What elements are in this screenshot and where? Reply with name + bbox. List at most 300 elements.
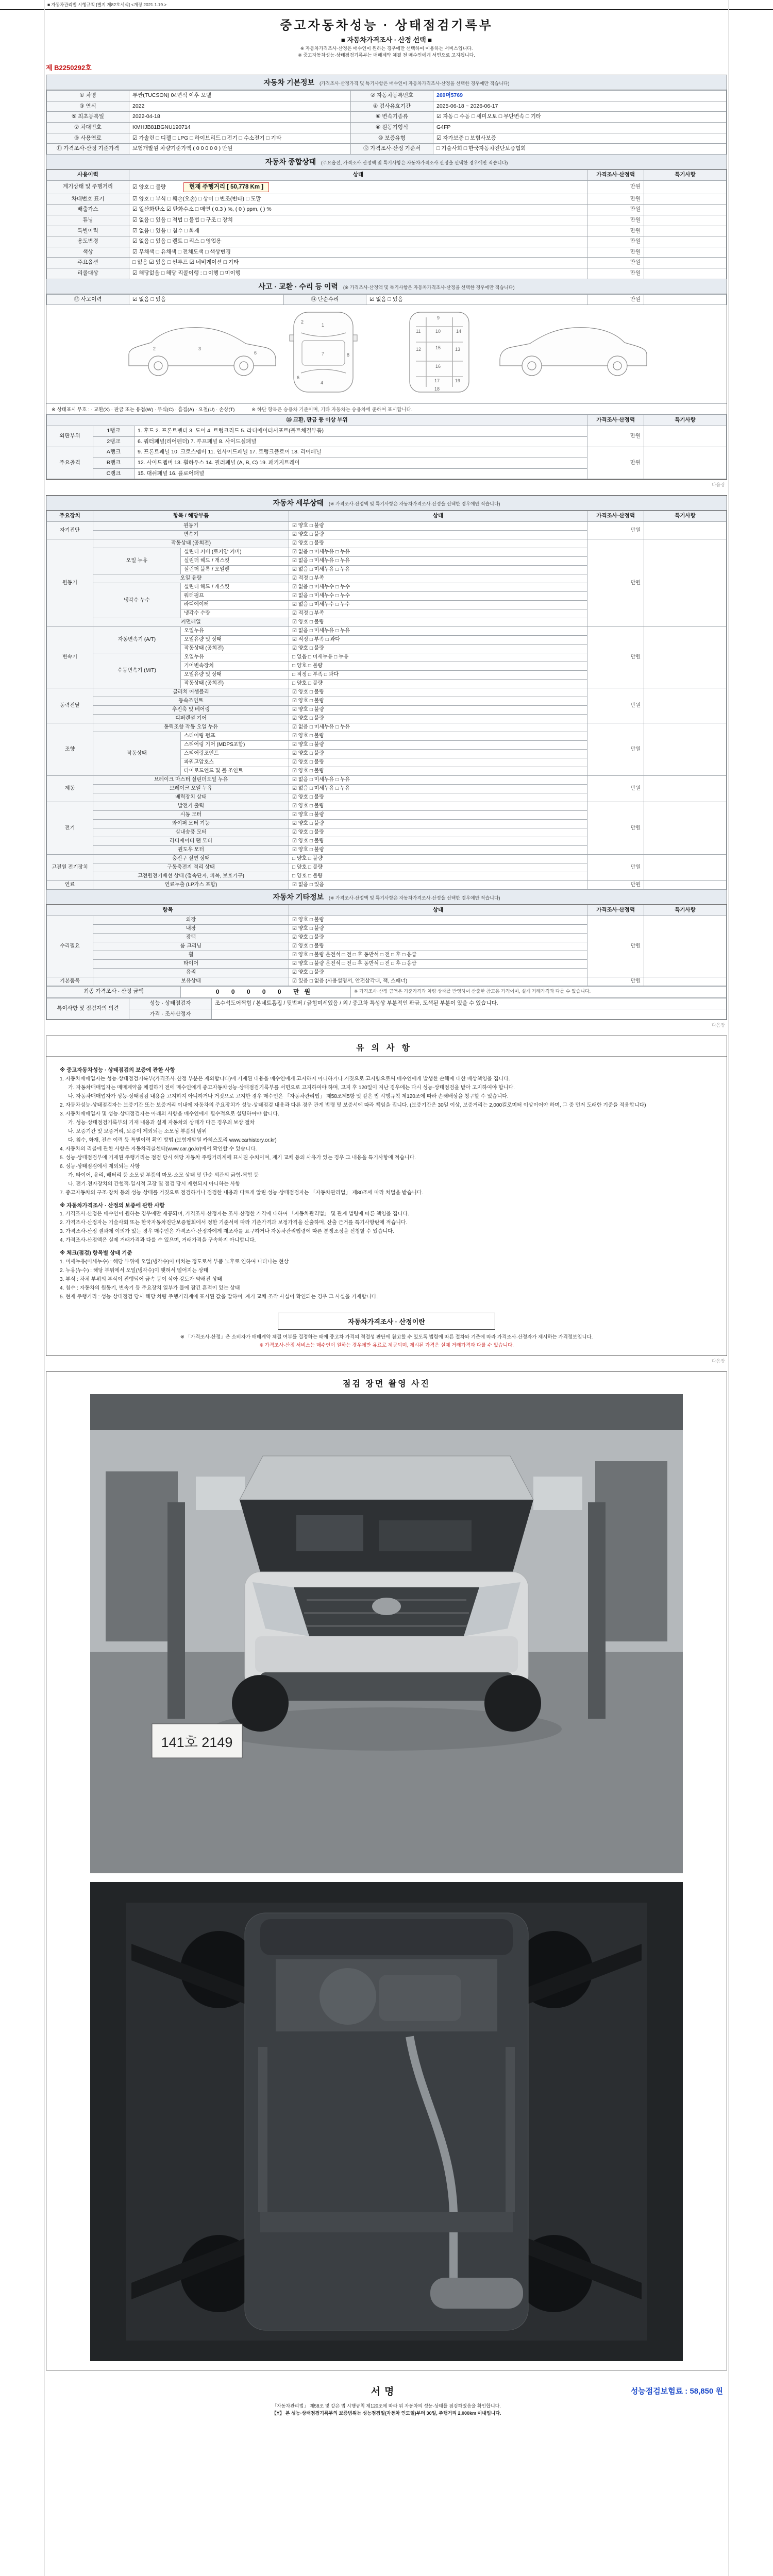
remark-cell <box>644 258 727 268</box>
rank-label: C랭크 <box>93 468 135 479</box>
next-page-marker: 다음장 <box>711 482 725 488</box>
price-cell: 만원 <box>587 539 644 626</box>
notice-paragraph: 1. 가격조사·산정은 매수인이 원하는 경우에만 제공되며, 가격조사·산정자는 조사·산정한 가격에 대하여 「자동차관리법」 및 관계 법령에 따른 책임을 집니다. <box>60 1211 409 1217</box>
simple-repair-label: ⑭ 단순수리 <box>284 294 366 305</box>
notice-paragraph: 가. 성능·상태점검기록부의 기재 내용과 실제 자동차의 상태가 다른 경우의 보상 절차 <box>68 1120 255 1126</box>
price-cell: 만원 <box>587 688 644 723</box>
remark-cell <box>644 215 727 226</box>
subitem-label: 오일누유 <box>181 626 289 635</box>
field-label: ④ 검사유효기간 <box>351 101 433 112</box>
mileage-highlight: 현재 주행거리 [ 50,778 Km ] <box>183 182 269 192</box>
svg-text:9: 9 <box>437 315 440 321</box>
svg-text:7: 7 <box>322 351 325 357</box>
section-title-basic <box>46 75 727 90</box>
status-cell: ☑ 양호 □ 불량 운전석 □ 전 □ 후 동반석 □ 전 □ 후 □ 응급 <box>289 959 587 968</box>
item-label: 오일 유량 <box>93 574 289 583</box>
col-status: 상태 <box>289 905 587 916</box>
remark-cell <box>644 916 727 977</box>
rank-items: 15. 대쉬패널 16. 플로어패널 <box>135 468 587 479</box>
remark-cell <box>644 294 727 305</box>
price-cell: 만원 <box>587 258 644 268</box>
detail-row <box>47 688 727 697</box>
section-title-accident <box>46 279 727 294</box>
item-label: 광택 <box>93 933 289 942</box>
remark-cell <box>644 447 727 479</box>
col-status: 상태 <box>289 511 587 522</box>
status-cell: ☑ 적정 □ 부족 <box>289 574 587 583</box>
notice-paragraph: 6. 성능·상태점검에서 제외되는 사항 <box>60 1164 140 1170</box>
device-label: 조향 <box>47 723 93 775</box>
remark-cell <box>644 626 727 688</box>
rank-label: 2랭크 <box>93 436 135 447</box>
col-item: 항목 / 해당부품 <box>93 511 289 522</box>
field-value: 269머5769 <box>433 91 727 101</box>
damage-legend <box>46 404 727 415</box>
accident-summary-row <box>47 294 727 305</box>
status-cell: ☑ 양호 □ 부식 □ 훼손(오손) □ 상이 □ 변조(변타) □ 도말 <box>129 194 587 205</box>
simple-repair-value: ☑ 없음 □ 있음 <box>366 294 587 305</box>
group-label: 수리필요 <box>47 916 93 977</box>
item-label: 클러치 어셈블리 <box>93 688 289 697</box>
notice-paragraph: 5. 성능·상태점검부에 기재된 주행거리는 점검 당시 해당 자동차 주행거리계에 표시된 수치이며, 계기 교체 등의 사유가 있는 경우 그 내용을 특기사항에 적습니다. <box>60 1155 416 1161</box>
group-label: 기본품목 <box>47 977 93 986</box>
detail-title-note: (※ 가격조사·산정액 및 특기사항은 자동차가격조사·산정을 선택한 경우에만 적습니다) <box>328 501 500 507</box>
price-appraisal-warning: ※ 가격조사·산정 서비스는 매수인이 원하는 경우에만 유료로 제공되며, 제시된 가격은 실제 거래가격과 다를 수 있습니다. <box>259 1342 514 1348</box>
price-cell: 만원 <box>587 426 644 447</box>
subitem-label: 오일누유 <box>181 653 289 662</box>
field-label: ① 차명 <box>47 91 129 101</box>
section-title-other <box>46 890 727 905</box>
rank-items: 9. 프론트패널 10. 크로스멤버 11. 인사이드패널 17. 트렁크플로어 18. 리어패널 <box>135 447 587 458</box>
row-label: 색상 <box>47 247 129 258</box>
row-label: 리콜대상 <box>47 268 129 279</box>
other-title-text: 자동차 기타정보 <box>273 892 324 901</box>
item-label: 라디에이터 팬 모터 <box>93 837 289 845</box>
panel-rank-table <box>46 415 727 479</box>
notice-paragraph: 가. 타이어, 유리, 배터리 등 소모성 부품의 마모·소모 상태 및 단순 외관의 긁힘·찍힘 등 <box>68 1173 259 1179</box>
subitem-label: 파워고압호스 <box>181 758 289 767</box>
item-label: 자동변속기 (A/T) <box>93 626 181 653</box>
status-cell: □ 양호 □ 불량 <box>289 662 587 670</box>
rank-label: A랭크 <box>93 447 135 458</box>
status-cell: ☑ 양호 □ 불량 <box>289 924 587 933</box>
status-cell: ☑ 양호 □ 불량 <box>289 732 587 740</box>
final-price-row <box>47 986 727 998</box>
item-label: 브레이크 마스터 실린더오일 누유 <box>93 775 289 784</box>
svg-text:11: 11 <box>416 329 421 334</box>
remark-cell <box>644 226 727 236</box>
legend-symbols: ※ 상태표시 부호 : · 교환(X) · 판금 또는 용접(W) · 부식(C) · 흠집(A) · 요철(U) · 손상(T) <box>52 407 235 413</box>
item-label: 원동기 <box>93 521 289 530</box>
row-label: 용도변경 <box>47 236 129 247</box>
field-label: ⑥ 변속기종류 <box>351 112 433 123</box>
svg-text:16: 16 <box>435 364 441 369</box>
item-label: 오일 누유 <box>93 548 181 574</box>
accident-title-note: (※ 가격조사·산정액 및 특기사항은 자동차가격조사·산정을 선택한 경우에만 적습니다) <box>343 284 515 290</box>
status-cell: ☑ 없음 □ 미세누유 □ 누유 <box>289 556 587 565</box>
field-label: ③ 연식 <box>47 101 129 112</box>
remark-cell <box>644 194 727 205</box>
field-label: ⑫ 가격조사·산정 기준서 <box>351 144 433 155</box>
notice-paragraph: 4. 침수 : 자동차의 원동기, 변속기 등 주요장치 일부가 물에 잠긴 흔적이 있는 상태 <box>60 1285 240 1291</box>
device-label: 동력전달 <box>47 688 93 723</box>
status-cell: ☑ 양호 □ 불량 <box>289 539 587 548</box>
status-cell: ☑ 양호 □ 불량 <box>289 740 587 749</box>
status-cell: ☑ 없음 □ 미세누유 □ 누유 <box>289 548 587 556</box>
svg-text:2: 2 <box>153 346 156 352</box>
subitem-label: 작동상태 (공회전) <box>181 679 289 688</box>
price-cell: 만원 <box>587 723 644 775</box>
item-label: 추진축 및 베어링 <box>93 705 289 714</box>
basic-info-row <box>47 101 727 112</box>
status-cell: ☑ 양호 □ 불량 <box>289 758 587 767</box>
price-cell: 만원 <box>587 521 644 539</box>
status-cell: ☑ 양호 □ 불량 <box>289 802 587 810</box>
price-cell: 만원 <box>587 194 644 205</box>
remark-cell <box>644 802 727 854</box>
opinion-table <box>46 998 727 1020</box>
status-cell: □ 양호 □ 불량 <box>289 679 587 688</box>
document-number-row <box>46 62 727 73</box>
notice-heading: ※ 자동차가격조사 · 산정의 보증에 관한 사항 <box>60 1202 165 1209</box>
accident-title-text: 사고 · 교환 · 수리 등 이력 <box>258 282 338 291</box>
notice-title: 유의사항 <box>46 1036 727 1057</box>
item-label: 타이어 <box>93 959 289 968</box>
col-remark: 특기사항 <box>644 415 727 426</box>
subitem-label: 실린더 헤드 / 개스킷 <box>181 583 289 591</box>
subitem-label: 실린더 블록 / 오일팬 <box>181 565 289 574</box>
detail-title-text: 자동차 세부상태 <box>273 499 324 507</box>
item-label: 충전구 절연 상태 <box>93 854 289 863</box>
notice-paragraph: 다. 침수, 화재, 전손 이력 등 특별이력 확인 방법 (보험개발원 카히스토리 www.carhistory.or.kr) <box>68 1138 277 1144</box>
opinion-row-inspector <box>47 998 727 1009</box>
status-cell: □ 없음 □ 미세누유 □ 누유 <box>289 653 587 662</box>
car-side-right-diagram <box>500 328 647 376</box>
status-cell: ☑ 양호 □ 불량 <box>289 916 587 924</box>
status-cell: ☑ 양호 □ 불량 현재 주행거리 [ 50,778 Km ] <box>129 180 587 194</box>
item-label: 유리 <box>93 968 289 977</box>
subitem-label: 스티어링 기어 (MDPS포함) <box>181 740 289 749</box>
signature-row <box>46 2384 727 2398</box>
legal-note-1: 「자동차관리법」 제58조 및 같은 법 시행규칙 제120조에 따라 위 자동차의 성능·상태를 점검하였음을 확인합니다. <box>272 2403 501 2409</box>
price-cell: 만원 <box>587 447 644 479</box>
notice-paragraph: 4. 자동차의 리콜에 관한 사항은 자동차리콜센터(www.car.go.kr)에서 확인할 수 있습니다. <box>60 1146 257 1153</box>
item-label: 실내송풍 모터 <box>93 828 289 837</box>
rank-label: B랭크 <box>93 457 135 468</box>
opinion-row-appraiser <box>47 1009 727 1020</box>
row-label: 튜닝 <box>47 215 129 226</box>
accident-summary-table <box>46 294 727 306</box>
subitem-label: 라디에이터 <box>181 600 289 609</box>
status-cell: ☑ 양호 □ 불량 <box>289 845 587 854</box>
status-cell: ☑ 양호 □ 불량 <box>289 942 587 951</box>
device-label: 전기 <box>47 802 93 854</box>
row-label: 배출가스 <box>47 205 129 215</box>
field-label: ⑤ 최초등록일 <box>47 112 129 123</box>
rank-items: 1. 후드 2. 프론트펜더 3. 도어 4. 트렁크리드 5. 라디에이터서포트(볼트체결부품) <box>135 426 587 437</box>
price-cell: 만원 <box>587 977 644 986</box>
status-cell: ☑ 양호 □ 불량 <box>289 837 587 845</box>
remark-cell <box>644 205 727 215</box>
form-reference: ■ 자동차관리법 시행규칙 [별지 제82호서식] <개정 2021.1.19.> <box>0 0 773 10</box>
panel-group-label: 외판부위 <box>47 426 93 447</box>
opinion-label: 특이사항 및 점검자의 의견 <box>47 998 129 1020</box>
other-header-row <box>47 905 727 916</box>
item-label: 보유상태 <box>93 977 289 986</box>
field-value: 2022 <box>129 101 351 112</box>
vehicle-photo-front <box>90 1394 683 1873</box>
basic-info-row <box>47 133 727 144</box>
row-label: 특별이력 <box>47 226 129 236</box>
status-cell: ☑ 양호 □ 불량 <box>289 828 587 837</box>
field-value: □ 기술사회 □ 한국자동차진단보증협회 <box>433 144 727 155</box>
rank-header: ⑮ 교환, 판금 등 이상 부위 <box>47 415 587 426</box>
item-label: 냉각수 누수 <box>93 583 181 618</box>
final-price-note: ※ 가격조사·산정 금액은 기준가격과 차량 상태를 반영하여 산출한 참고용 가격이며, 실제 거래가격과 다를 수 있습니다. <box>351 986 727 998</box>
vehicle-photo-underbody <box>90 1882 683 2361</box>
car-views-diagram <box>119 309 654 397</box>
field-value: ☑ 자동 □ 수동 □ 세미오토 □ 무단변속 □ 기타 <box>433 112 727 123</box>
device-label: 제동 <box>47 775 93 802</box>
item-label: 발전기 출력 <box>93 802 289 810</box>
detail-row <box>47 626 727 635</box>
notice-paragraph: 가. 자동차매매업자는 매매계약을 체결하기 전에 매수인에게 중고자동차성능·상태점검기록부를 서면으로 고지하여야 하며, 고지 후 120일이 지난 경우에는 다시 성능·상태점검을 받아 고지하여야 합니다. <box>68 1085 515 1091</box>
status-cell: ☑ 양호 □ 불량 <box>289 688 587 697</box>
car-underbody-diagram <box>410 312 469 392</box>
card-notice <box>46 1036 727 1356</box>
basic-info-row <box>47 144 727 155</box>
detail-row <box>47 539 727 548</box>
next-page-marker: 다음장 <box>711 1359 725 1364</box>
device-label: 연료 <box>47 880 93 889</box>
remark-cell <box>644 426 727 447</box>
other-title-note: (※ 가격조사·산정액 및 특기사항은 자동차가격조사·산정을 선택한 경우에만 적습니다) <box>328 895 500 901</box>
item-label: 고전원전기배선 상태 (접속단자, 피복, 보호기구) <box>93 872 289 880</box>
status-cell: ☑ 없음 □ 미세누수 □ 누수 <box>289 600 587 609</box>
basic-title-text: 자동차 기본정보 <box>263 78 315 87</box>
status-cell: ☑ 양호 □ 불량 <box>289 810 587 819</box>
comprehensive-row <box>47 247 727 258</box>
svg-text:6: 6 <box>297 375 300 381</box>
item-label: 룸 크리닝 <box>93 942 289 951</box>
remark-cell <box>644 854 727 880</box>
price-cell: 만원 <box>587 226 644 236</box>
comprehensive-row <box>47 205 727 215</box>
basic-info-row <box>47 123 727 133</box>
col-price: 가격조사·산정액 <box>587 905 644 916</box>
basic-info-row <box>47 91 727 101</box>
comprehensive-row <box>47 180 727 194</box>
col-device: 주요장치 <box>47 511 93 522</box>
status-cell: ☑ 양호 □ 불량 <box>289 714 587 723</box>
svg-text:3: 3 <box>198 346 201 352</box>
notice-paragraph: 나. 전기·전자장치의 간헐적·일시적 고장 및 점검 당시 재현되지 아니하는 사항 <box>68 1181 240 1188</box>
final-price-label: 최종 가격조사 · 산정 금액 <box>47 986 181 998</box>
status-cell: ☑ 없음 □ 미세누유 □ 누유 <box>289 565 587 574</box>
page-title: 중고자동차성능 · 상태점검기록부 <box>280 19 493 32</box>
svg-text:8: 8 <box>347 352 350 358</box>
accident-history-label: ⑬ 사고이력 <box>47 294 129 305</box>
status-cell: ☑ 양호 □ 불량 <box>289 793 587 802</box>
notice-heading: ※ 중고자동차성능 · 상태점검의 보증에 관한 사항 <box>60 1067 175 1074</box>
item-label: 브레이크 오일 누유 <box>93 784 289 793</box>
item-label: 변속기 <box>93 530 289 539</box>
rank-label: 1랭크 <box>93 426 135 437</box>
notice-paragraph: 4. 가격조사·산정액은 실제 거래가격과 다를 수 있으며, 거래가격을 구속하지 아니합니다. <box>60 1238 256 1244</box>
final-price-table <box>46 986 727 998</box>
car-top-view-diagram <box>290 312 357 392</box>
status-cell: ☑ 없음 □ 미세누유 □ 누유 <box>289 723 587 732</box>
notice-paragraph: 1. 미세누유(미세누수) : 해당 부위에 오일(냉각수)이 비치는 정도로서 부품 노후로 인하여 나타나는 현상 <box>60 1259 289 1265</box>
status-cell: ☑ 양호 □ 불량 <box>289 749 587 758</box>
section-title-comprehensive <box>46 155 727 170</box>
status-cell: ☑ 해당없음 □ 해당 리콜이행 : □ 이행 □ 미이행 <box>129 268 587 279</box>
subitem-label: 기어변속장치 <box>181 662 289 670</box>
notice-paragraph: 나. 보증기간 및 보증거리, 보증이 제외되는 소모성 부품의 범위 <box>68 1129 207 1135</box>
comprehensive-table <box>46 170 727 279</box>
device-label: 변속기 <box>47 626 93 688</box>
appraiser-role: 가격 · 조사산정자 <box>129 1009 212 1020</box>
status-cell: □ 양호 □ 불량 <box>289 863 587 872</box>
item-label: 작동상태 (공회전) <box>93 539 289 548</box>
status-cell: ☑ 없음 □ 있음 <box>289 880 587 889</box>
rank-items: 6. 쿼터패널(리어펜더) 7. 루프패널 8. 사이드실패널 <box>135 436 587 447</box>
appraiser-opinion <box>212 1009 727 1020</box>
item-label: 배력장치 상태 <box>93 793 289 802</box>
svg-text:17: 17 <box>434 378 440 384</box>
subitem-label: 오일유량 및 상태 <box>181 670 289 679</box>
subitem-label: 오일유량 및 상태 <box>181 635 289 644</box>
status-cell: □ 적정 □ 부족 □ 과다 <box>289 670 587 679</box>
item-label: 디퍼렌셜 기어 <box>93 714 289 723</box>
status-cell: ☑ 없음 □ 있음 □ 침수 □ 화재 <box>129 226 587 236</box>
item-label: 작동상태 <box>93 732 181 775</box>
svg-text:19: 19 <box>455 378 461 384</box>
status-cell: ☑ 양호 □ 불량 <box>289 530 587 539</box>
notice-paragraph: 나. 자동차매매업자가 성능·상태점검 내용을 고지하지 아니하거나 거짓으로 고지한 경우 매수인은 「자동차관리법」 제58조제5항 및 같은 법 시행규칙 제120조에 따라 손해배상을 청구할 수 있습니다. <box>68 1094 509 1100</box>
price-cell: 만원 <box>587 247 644 258</box>
price-cell: 만원 <box>587 880 644 889</box>
field-value: ☑ 가솔린 □ 디젤 □ LPG □ 하이브리드 □ 전기 □ 수소전기 □ 기타 <box>129 133 351 144</box>
item-label: 와이퍼 모터 기능 <box>93 819 289 828</box>
comprehensive-title-text: 자동차 종합상태 <box>265 158 316 166</box>
status-cell: ☑ 없음 □ 미세누수 □ 누수 <box>289 583 587 591</box>
item-label: 내장 <box>93 924 289 933</box>
item-label: 등속조인트 <box>93 697 289 705</box>
final-amount-digits: 0 0 0 0 0 <box>215 988 287 995</box>
price-cell: 만원 <box>587 916 644 977</box>
other-info-table <box>46 905 727 986</box>
status-cell: ☑ 양호 □ 불량 <box>289 521 587 530</box>
price-appraisal-desc: ※ 「가격조사·산정」은 소비자가 매매계약 체결 여부를 결정하는 때에 중고차 가격의 적절성 판단에 참고할 수 있도록 법령에 따른 절차와 기준에 따라 가격조사·산정자가 제시하는 가격정보입니다. <box>180 1334 593 1340</box>
car-side-left-diagram <box>129 328 276 376</box>
price-cell: 만원 <box>587 775 644 802</box>
page-right-edge <box>728 0 729 2576</box>
final-price-amount <box>181 986 351 998</box>
comprehensive-title-note: (주요옵션, 가격조사·산정액 및 특기사항은 자동차가격조사·산정을 선택한 경우에만 적습니다) <box>321 160 508 166</box>
col-remark: 특기사항 <box>644 511 727 522</box>
card-vehicle-overview <box>46 75 727 480</box>
comprehensive-row <box>47 236 727 247</box>
status-cell: ☑ 없음 □ 있음 □ 적법 □ 불법 □ 구조 □ 장치 <box>129 215 587 226</box>
row-label: 계기상태 및 주행거리 <box>47 180 129 194</box>
card-detail-state <box>46 495 727 1020</box>
status-cell: ☑ 적정 □ 부족 <box>289 609 587 618</box>
remark-cell <box>644 180 727 194</box>
notice-body <box>46 1057 727 1305</box>
status-cell: ☑ 양호 □ 불량 <box>289 968 587 977</box>
remark-cell <box>644 236 727 247</box>
svg-text:15: 15 <box>435 345 441 351</box>
notice-paragraph: 2. 누유(누수) : 해당 부위에서 오일(냉각수)이 맺혀서 떨어지는 상태 <box>60 1267 209 1274</box>
status-cell: ☑ 양호 □ 불량 <box>289 705 587 714</box>
status-cell: ☑ 없음 □ 미세누유 □ 누유 <box>289 775 587 784</box>
item-label: 동력조향 작동 오일 누유 <box>93 723 289 732</box>
rank-row <box>47 426 727 437</box>
photo-underbody-wrap <box>46 1882 727 2364</box>
remark-cell <box>644 539 727 626</box>
notice-paragraph: 2. 자동차성능·상태점검자는 보증기간 또는 보증거리 이내에 자동차의 주요장치가 성능·상태점검 내용과 다른 경우 관계 법령 및 보증서에 따라 책임을 집니다. (보증기간은 30일 이상, 보증거리는 2,000킬로미터 이상이어야 하며, 그 중 먼저 도래한 기준을 적용합니다) <box>60 1103 646 1109</box>
header-note-2: ※ 중고자동차성능·상태점검기록부는 매매계약 체결 전 매수인에게 서면으로 고지됩니다. <box>298 52 475 58</box>
row-label: 차대번호 표기 <box>47 194 129 205</box>
inspector-role: 성능 · 상태점검자 <box>129 998 212 1009</box>
remark-cell <box>644 521 727 539</box>
subitem-label: 스티어링 펌프 <box>181 732 289 740</box>
price-cell: 만원 <box>587 268 644 279</box>
comprehensive-row <box>47 258 727 268</box>
svg-text:10: 10 <box>435 329 441 334</box>
svg-text:2: 2 <box>301 319 304 325</box>
status-cell: ☑ 양호 □ 불량 <box>289 767 587 775</box>
price-cell: 만원 <box>587 626 644 688</box>
field-label: ⑪ 가격조사·산정 기준가격 <box>47 144 129 155</box>
notice-paragraph: 5. 현재 주행거리 : 성능·상태점검 당시 해당 차량 주행거리계에 표시된 값을 말하며, 계기 교체·조작 사실이 확인되는 경우 그 사실을 기재합니다. <box>60 1294 378 1300</box>
subitem-label: 냉각수 수량 <box>181 609 289 618</box>
rank-items: 12. 사이드멤버 13. 휠하우스 14. 필러패널 (A, B, C) 19. 패키지트레이 <box>135 457 587 468</box>
subitem-label: 실린더 헤드 / 개스킷 <box>181 556 289 565</box>
item-label: 시동 모터 <box>93 810 289 819</box>
basic-info-table <box>46 90 727 155</box>
rank-row <box>47 447 727 458</box>
device-label: 고전원 전기장치 <box>47 854 93 880</box>
insurance-fee: 성능점검보험료 : 58,850 원 <box>630 2387 723 2396</box>
svg-text:12: 12 <box>416 347 422 352</box>
item-label: 외장 <box>93 916 289 924</box>
document-number: 제 B2250292호 <box>46 64 92 72</box>
price-select-subtitle: ■ 자동차가격조사 · 산정 선택 ■ <box>341 36 432 44</box>
damage-diagram <box>46 305 727 404</box>
status-cell: ☑ 없음 □ 있음 □ 렌트 □ 리스 □ 영업용 <box>129 236 587 247</box>
status-cell: ☑ 없음 □ 미세누유 □ 누유 <box>289 626 587 635</box>
status-cell: ☑ 양호 □ 불량 <box>289 618 587 626</box>
field-label: ② 자동차등록번호 <box>351 91 433 101</box>
photos-title: 점검 장면 촬영 사진 <box>343 1380 430 1389</box>
inspector-opinion: 조수석도어찍힘 / 본네트흠집 / 뒷범퍼 / 긁힘미세있음 / 외 / 중고차 특성상 부분적인 판금, 도색된 부분이 있을 수 있습니다. <box>212 998 727 1009</box>
field-value: 보험개발원 차량기준가액 ( 0 0 0 0 0 ) 만원 <box>129 144 351 155</box>
comprehensive-row <box>47 226 727 236</box>
card-photos <box>46 1371 727 2370</box>
col-history: 사용이력 <box>47 170 129 181</box>
item-label: 커먼레일 <box>93 618 289 626</box>
remark-cell <box>644 775 727 802</box>
notice-paragraph: 1. 자동차매매업자는 성능·상태점검기록부(가격조사·산정 부분은 제외합니다)에 기재된 내용을 매수인에게 고지하지 아니하거나 거짓으로 고지함으로써 매수인에게 발생한 손해에 대한 배상책임을 집니다. <box>60 1076 510 1082</box>
photo-plate-text: 141호 2149 <box>161 1735 233 1751</box>
comprehensive-row <box>47 194 727 205</box>
detail-row <box>47 854 727 863</box>
header-note-1: ※ 자동차가격조사·산정은 매수인이 원하는 경우에만 선택하여 이용하는 서비스입니다. <box>300 46 473 51</box>
notice-heading: ※ 체크(점검) 항목별 상태 기준 <box>60 1249 132 1256</box>
row-label: 주요옵션 <box>47 258 129 268</box>
